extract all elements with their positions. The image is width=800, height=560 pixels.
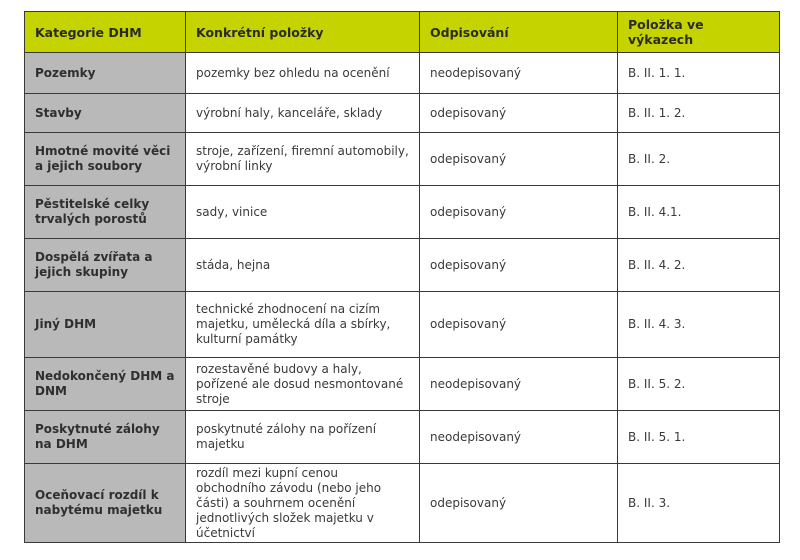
- row-report: B. II. 3.: [618, 464, 780, 543]
- row-depreciation: odepisovaný: [420, 133, 618, 186]
- row-category: Poskytnuté zálohy na DHM: [25, 411, 186, 464]
- row-items: stroje, zařízení, firemní automobily, výrobní linky: [186, 133, 420, 186]
- table-row: [25, 133, 780, 186]
- table-row: [25, 358, 780, 411]
- row-report: B. II. 1. 2.: [618, 94, 780, 133]
- row-items: rozdíl mezi kupní cenou obchodního závodu (nebo jeho části) a souhrnem ocenění jednotlivých složek majetku v účetnictví: [186, 464, 420, 543]
- row-category: Jiný DHM: [25, 292, 186, 358]
- row-depreciation: odepisovaný: [420, 292, 618, 358]
- table-row: [25, 411, 780, 464]
- row-report: B. II. 5. 2.: [618, 358, 780, 411]
- table-row: [25, 292, 780, 358]
- row-items: rozestavěné budovy a haly, pořízené ale dosud nesmontované stroje: [186, 358, 420, 411]
- table-row: [25, 239, 780, 292]
- row-category: Stavby: [25, 94, 186, 133]
- header-depreciation: Odpisování: [420, 12, 618, 53]
- table-row: [25, 464, 780, 543]
- row-category: Hmotné movité věci a jejich soubory: [25, 133, 186, 186]
- row-report: B. II. 2.: [618, 133, 780, 186]
- row-depreciation: odepisovaný: [420, 186, 618, 239]
- header-items: Konkrétní položky: [186, 12, 420, 53]
- row-items: sady, vinice: [186, 186, 420, 239]
- row-items: výrobní haly, kanceláře, sklady: [186, 94, 420, 133]
- row-items: technické zhodnocení na cizím majetku, umělecká díla a sbírky, kulturní památky: [186, 292, 420, 358]
- row-report: B. II. 4. 3.: [618, 292, 780, 358]
- dhm-table-container: [24, 11, 779, 543]
- row-items: pozemky bez ohledu na ocenění: [186, 53, 420, 94]
- row-report: B. II. 4. 2.: [618, 239, 780, 292]
- row-category: Dospělá zvířata a jejich skupiny: [25, 239, 186, 292]
- row-depreciation: odepisovaný: [420, 239, 618, 292]
- row-items: poskytnuté zálohy na pořízení majetku: [186, 411, 420, 464]
- row-category: Oceňovací rozdíl k nabytému majetku: [25, 464, 186, 543]
- row-report: B. II. 5. 1.: [618, 411, 780, 464]
- row-depreciation: neodepisovaný: [420, 53, 618, 94]
- header-row: [25, 12, 780, 53]
- row-depreciation: odepisovaný: [420, 94, 618, 133]
- row-report: B. II. 4.1.: [618, 186, 780, 239]
- table-row: [25, 186, 780, 239]
- table-row: [25, 94, 780, 133]
- row-depreciation: neodepisovaný: [420, 411, 618, 464]
- row-category: Nedokončený DHM a DNM: [25, 358, 186, 411]
- row-report: B. II. 1. 1.: [618, 53, 780, 94]
- header-category: Kategorie DHM: [25, 12, 186, 53]
- row-items: stáda, hejna: [186, 239, 420, 292]
- row-depreciation: odepisovaný: [420, 464, 618, 543]
- row-category: Pěstitelské celky trvalých porostů: [25, 186, 186, 239]
- header-report: Položka ve výkazech: [618, 12, 780, 53]
- row-depreciation: neodepisovaný: [420, 358, 618, 411]
- table-row: [25, 53, 780, 94]
- row-category: Pozemky: [25, 53, 186, 94]
- dhm-table: [24, 11, 780, 543]
